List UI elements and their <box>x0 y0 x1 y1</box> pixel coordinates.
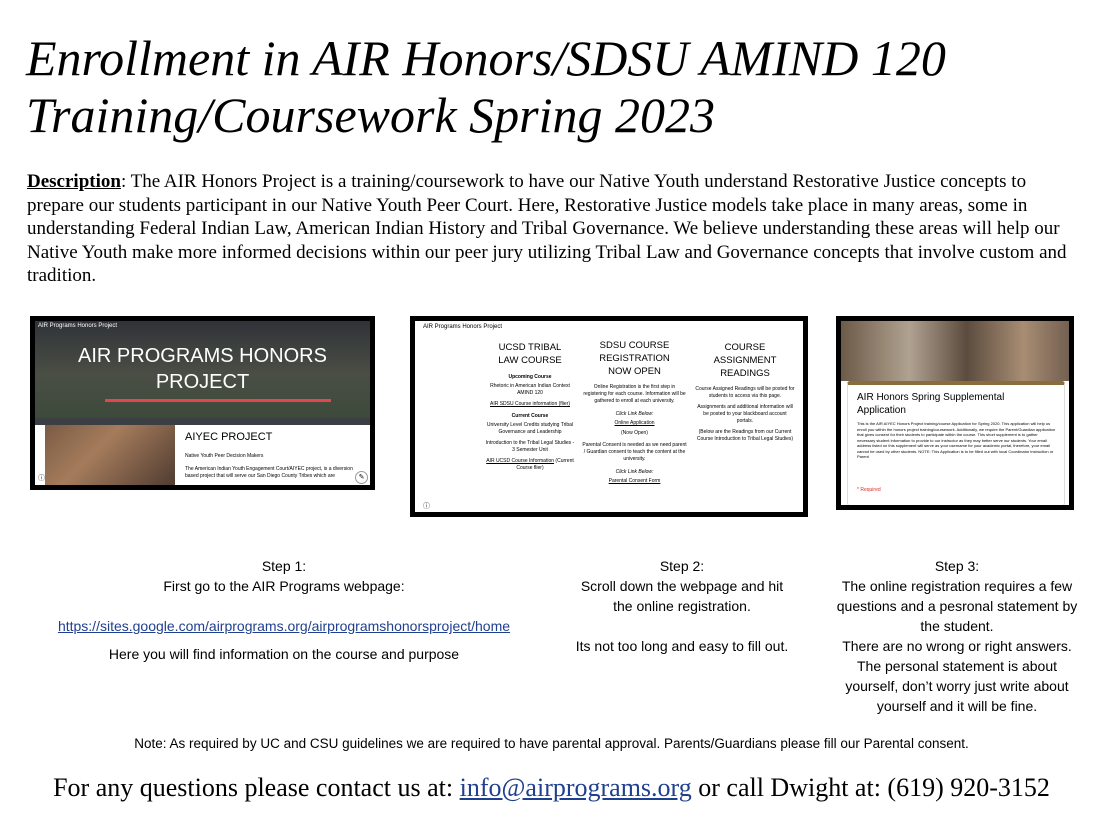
page-title <box>26 30 1086 144</box>
screenshot-honors-project-site <box>30 316 375 490</box>
now-open-label: (Now Open) <box>621 430 648 436</box>
col1-current-flier-text: (Current Course flier) <box>516 458 574 471</box>
sdsu-flier-link[interactable]: AIR SDSU Course information (flier) <box>489 401 571 407</box>
description-label: Description <box>27 171 121 192</box>
contact-email-link[interactable]: info@airprograms.org <box>459 773 692 802</box>
step-3 <box>826 556 1088 716</box>
col1-current-flier <box>485 458 575 472</box>
screenshot-course-registration-page <box>410 316 808 517</box>
col3-title: COURSE ASSIGNMENT READINGS <box>713 342 777 379</box>
section-title: AIYEC PROJECT <box>185 431 273 443</box>
form-title: AIR Honors Spring Supplemental Application <box>857 392 1005 416</box>
youth-photo <box>45 425 175 487</box>
contact-prefix: For any questions please contact us at: <box>53 773 460 802</box>
banner-strip <box>35 418 370 425</box>
col1-intro: Introduction to the Tribal Legal Studies - 3 Semester Unit <box>485 440 575 453</box>
consent-text: Parental Consent is needed as we need parent / Guardian consent to teach the content at the university. <box>582 442 687 462</box>
step-1-line-1: First go to the AIR Programs webpage: <box>163 578 405 594</box>
screenshot-supplemental-application-form <box>836 316 1074 510</box>
required-label: * Required <box>857 487 881 493</box>
col1-course: Rhetoric in American Indian Context AMIND 120 <box>490 383 570 396</box>
section-body: The American Indian Youth Engagement Court/AIYEC project, is a diversion based project that will serve our San Diego County Tribes which are <box>185 466 353 479</box>
col2 <box>582 339 687 484</box>
ucsd-course-link[interactable]: AIR UCSD Course Information <box>486 458 555 464</box>
parental-approval-note: Note: As required by UC and CSU guidelines we are required to have parental approval. Parents/Guardians please fill our Parental consent. <box>134 736 969 751</box>
col3 <box>695 341 795 443</box>
step-2 <box>564 556 800 656</box>
col1-credits: University Level Credits studying Tribal Governance and Leadership <box>486 422 574 435</box>
site-header: AIR Programs Honors Project <box>423 324 503 330</box>
airprograms-url-link[interactable]: https://sites.google.com/airprograms.org/airprogramshonorsproject/home <box>57 618 511 634</box>
section-subtitle: Native Youth Peer Decision Makers <box>185 453 264 459</box>
current-label: Current Course <box>511 413 549 419</box>
col1-title: UCSD TRIBAL LAW COURSE <box>498 342 562 366</box>
form-description: This is the AIR AIYEC Honors Project training/course Application for Spring 2020. This application will help us enroll you within the honors project training/coursework. Additionally, we require the Parent/Guardian application that gives consent for their students to participate within the course. This short supplement is to gather necessary student information to provide to our instructor as they may better serve our students. Your email address listed on this supplement will serve as your username for your academic portal, therefore, your email cannot be used by other students. NOTE: This Application is to be filled out with local Coordinator instruction or Parent <box>857 421 1056 459</box>
step-1-heading: Step 1: <box>261 558 307 574</box>
info-icon[interactable]: ⓘ <box>423 503 430 510</box>
banner-title-line-2: PROJECT <box>155 371 250 393</box>
upcoming-label: Upcoming Course <box>508 374 552 380</box>
step-3-line-1: The online registration requires a few questions and a pesronal statement by the student. <box>836 578 1078 634</box>
edit-pencil-icon[interactable]: ✎ <box>355 471 368 484</box>
step-1 <box>20 556 548 664</box>
title-line-2: Training/Coursework Spring 2023 <box>26 87 715 143</box>
contact-line <box>0 773 1103 803</box>
title-line-1: Enrollment in AIR Honors/SDSU AMIND 120 <box>26 30 946 86</box>
step-2-heading: Step 2: <box>659 558 705 574</box>
col2-text: Online Registration is the first step in registering for each course. Information will be gathered to enroll at each university. <box>583 384 686 404</box>
banner-title-line-1: AIR PROGRAMS HONORS <box>78 345 327 367</box>
form-header-photo <box>841 321 1069 381</box>
site-header: AIR Programs Honors Project <box>38 323 118 329</box>
banner-accent-line <box>105 399 331 402</box>
online-application-link[interactable]: Online Application <box>614 420 655 426</box>
col3-text-3: (Below are the Readings from our Current Course Introduction to Tribal Legal Studies) <box>696 429 794 442</box>
step-2-line-1: Scroll down the webpage and hit the online registration. <box>580 578 784 614</box>
contact-suffix: or call Dwight at: (619) 920-3152 <box>691 773 1050 802</box>
click-link-1: Click Link Below: <box>615 411 654 417</box>
col3-text-2: Assignments and additional information will be posted to your blackboard account portals. <box>697 404 793 424</box>
banner-title <box>35 343 370 395</box>
click-link-2: Click Link Below: <box>615 469 654 475</box>
parental-consent-link[interactable]: Parental Consent Form <box>608 478 661 484</box>
description-text: : The AIR Honors Project is a training/coursework to have our Native Youth understand Restorative Justice concepts to prepare our students participant in our Native Youth Peer Court. Here, Restorative Justice models take place in many areas, some in understanding Federal Indian Law, American Indian History and Tribal Governance. We believe understanding these areas will help our Native Youth make more informed decisions within our peer jury utilizing Tribal Law and Governance concepts that involve custom and tradition. <box>27 171 1067 286</box>
info-icon[interactable]: ⓘ <box>38 475 45 482</box>
col1 <box>485 341 575 472</box>
col2-title: SDSU COURSE REGISTRATION NOW OPEN <box>599 340 670 377</box>
step-3-line-2: There are no wrong or right answers. The personal statement is about yourself, don’t worry just write about yourself and it will be fine. <box>842 638 1072 714</box>
description <box>27 170 1082 288</box>
step-2-line-2: Its not too long and easy to fill out. <box>575 638 789 654</box>
step-3-heading: Step 3: <box>934 558 980 574</box>
step-1-line-2: Here you will find information on the course and purpose <box>108 646 460 662</box>
col3-text-1: Course Assigned Readings will be posted for students to access via this page. <box>695 386 795 399</box>
